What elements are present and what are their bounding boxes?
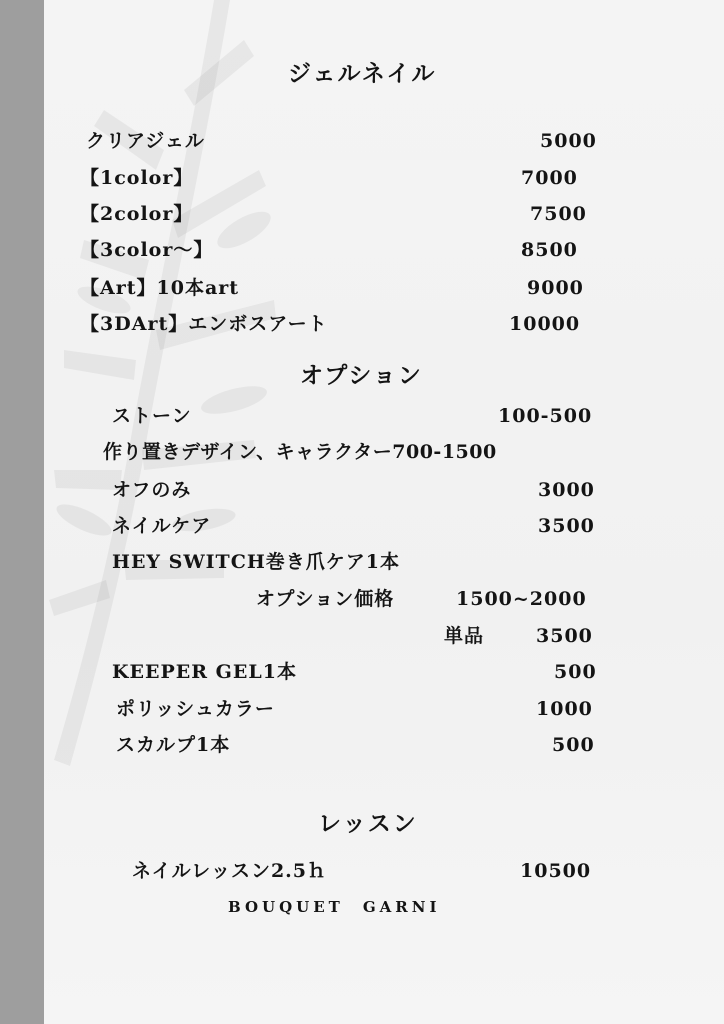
option-nail-care-price: 3500: [538, 515, 595, 537]
option-stone-price: 100-500: [498, 405, 593, 427]
single-item-label: 単品: [444, 625, 485, 647]
single-item-price: 3500: [536, 625, 593, 647]
gel-item-art-name: 【Art】10本art: [80, 277, 240, 299]
option-polish-color-price: 1000: [536, 698, 593, 720]
option-sculpt-price: 500: [552, 734, 595, 756]
gel-item-art-price: 9000: [527, 277, 584, 299]
gel-item-3dart-price: 10000: [509, 313, 581, 335]
option-nail-care-name: ネイルケア: [112, 515, 212, 537]
option-stone-name: ストーン: [112, 405, 192, 427]
gel-item-clear-gel-price: 5000: [540, 130, 597, 152]
options-heading: オプション: [300, 362, 423, 389]
option-keeper-gel-name: KEEPER GEL1本: [112, 661, 297, 683]
gel-item-2color-name: 【2color】: [80, 203, 194, 225]
option-off-only-name: オフのみ: [112, 479, 192, 501]
option-keeper-gel-price: 500: [554, 661, 597, 683]
option-price-label: オプション価格: [256, 588, 395, 610]
gel-item-2color-price: 7500: [530, 203, 587, 225]
option-character-design: 作り置きデザイン、キャラクター700-1500: [103, 441, 497, 463]
gel-nail-heading: ジェルネイル: [288, 60, 437, 87]
gel-item-clear-gel-name: クリアジェル: [86, 130, 205, 152]
brand-name: BOUQUET GARNI: [228, 898, 441, 916]
gel-item-3color-price: 8500: [521, 239, 578, 261]
lesson-heading: レッスン: [318, 810, 418, 837]
lesson-item-name: ネイルレッスン2.5ｈ: [132, 860, 328, 882]
option-off-only-price: 3000: [538, 479, 595, 501]
gel-item-3color-name: 【3color～】: [80, 239, 214, 261]
option-price-value: 1500~2000: [456, 588, 587, 610]
option-sculpt-name: スカルプ1本: [116, 734, 231, 756]
option-polish-color-name: ポリッシュカラー: [116, 698, 275, 720]
gel-item-3dart-name: 【3DArt】エンボスアート: [80, 313, 328, 335]
lesson-item-price: 10500: [520, 860, 592, 882]
gel-item-1color-price: 7000: [521, 167, 578, 189]
left-margin-bar: [0, 0, 44, 1024]
option-hey-switch: HEY SWITCH巻き爪ケア1本: [112, 551, 400, 573]
gel-item-1color-name: 【1color】: [80, 167, 194, 189]
